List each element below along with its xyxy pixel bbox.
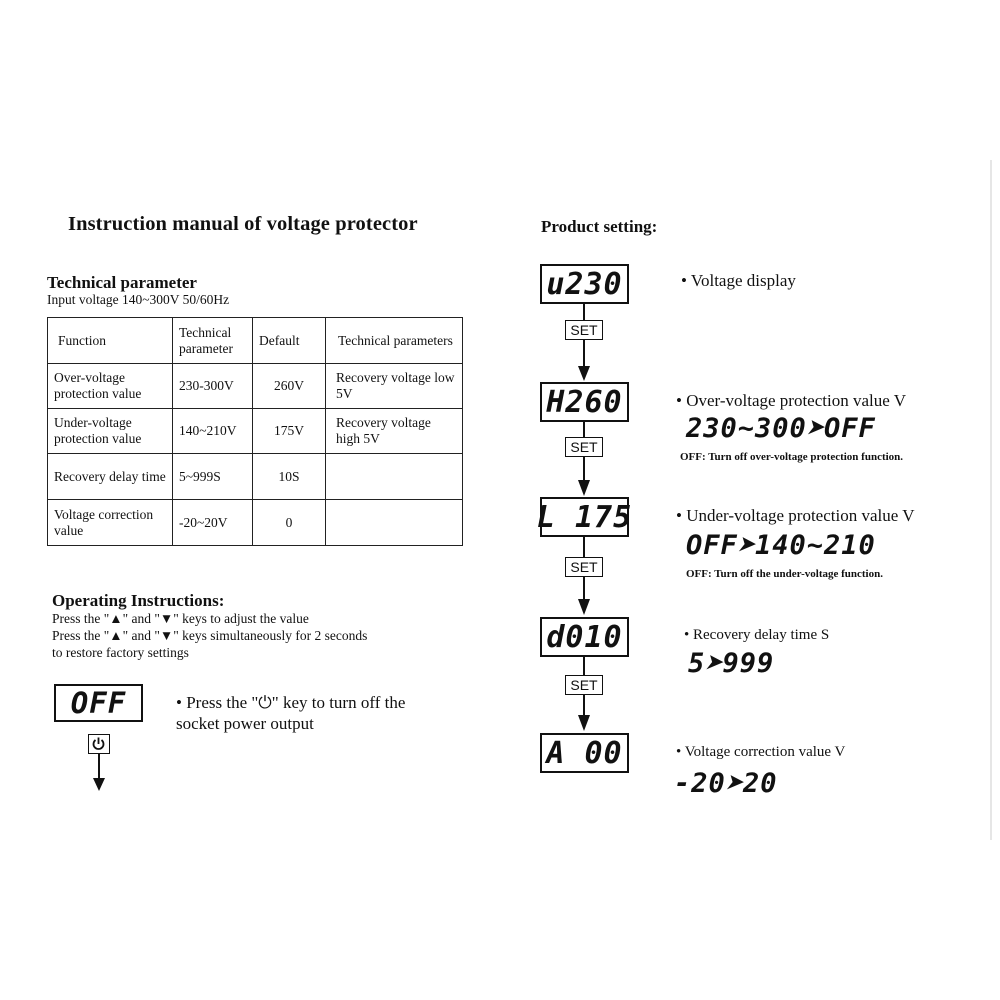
tech-heading: Technical parameter xyxy=(47,273,197,292)
table-header-row xyxy=(48,318,463,364)
page-edge xyxy=(990,160,992,840)
lcd-voltage-display: u230 xyxy=(540,264,629,304)
cell-default: 175V xyxy=(253,409,326,454)
lcd-voltage-correction: A 00 xyxy=(540,733,629,773)
cell-default: 260V xyxy=(253,364,326,409)
cell-function: Over-voltage protection value xyxy=(48,364,173,409)
parameter-table xyxy=(47,317,463,546)
table-row xyxy=(48,364,463,409)
cell-range: -20~20V xyxy=(173,500,253,546)
product-setting-heading: Product setting: xyxy=(541,217,658,236)
recovery-delay-range: 5➤999 xyxy=(688,648,775,679)
power-icon xyxy=(89,735,108,752)
over-voltage-label: • Over-voltage protection value V xyxy=(676,391,906,410)
set-button[interactable]: SET xyxy=(565,320,603,340)
table-row xyxy=(48,409,463,454)
flow-arrow-icon xyxy=(577,304,591,384)
set-button[interactable]: SET xyxy=(565,675,603,695)
voltage-correction-label: • Voltage correction value V xyxy=(676,744,846,760)
voltage-display-label: • Voltage display xyxy=(681,271,796,290)
power-button[interactable] xyxy=(88,734,110,754)
over-voltage-note: OFF: Turn off over-voltage protection function. xyxy=(680,451,904,463)
voltage-correction-range: -20➤20 xyxy=(674,768,778,799)
col-function: Function xyxy=(48,318,173,364)
table-row xyxy=(48,500,463,546)
cell-function: Recovery delay time xyxy=(48,454,173,500)
power-key-line-2: socket power output xyxy=(176,714,314,733)
lcd-recovery-delay: d010 xyxy=(540,617,629,657)
under-voltage-note: OFF: Turn off the under-voltage function. xyxy=(686,568,883,580)
cell-range: 140~210V xyxy=(173,409,253,454)
operating-heading: Operating Instructions: xyxy=(52,591,225,610)
off-display: OFF xyxy=(54,684,143,722)
col-technical: Technical parameter xyxy=(173,318,253,364)
cell-note xyxy=(326,454,463,500)
cell-function: Voltage correction value xyxy=(48,500,173,546)
under-voltage-label: • Under-voltage protection value V xyxy=(676,506,915,525)
recovery-delay-label: • Recovery delay time S xyxy=(684,627,830,643)
cell-note: Recovery voltage high 5V xyxy=(326,409,463,454)
flow-arrow-icon xyxy=(577,537,591,617)
operating-line-3: to restore factory settings xyxy=(52,645,189,660)
table-row xyxy=(48,454,463,500)
cell-default: 10S xyxy=(253,454,326,500)
lcd-under-voltage: L 175 xyxy=(540,497,629,537)
cell-default: 0 xyxy=(253,500,326,546)
cell-range: 230-300V xyxy=(173,364,253,409)
cell-range: 5~999S xyxy=(173,454,253,500)
set-button[interactable]: SET xyxy=(565,557,603,577)
col-technical-parameters: Technical parameters xyxy=(326,318,463,364)
down-arrow-icon xyxy=(92,754,106,792)
cell-note xyxy=(326,500,463,546)
flow-arrow-icon xyxy=(577,657,591,733)
under-voltage-range: OFF➤140~210 xyxy=(686,530,876,561)
input-voltage: Input voltage 140~300V 50/60Hz xyxy=(47,292,230,307)
col-default: Default xyxy=(253,318,326,364)
lcd-over-voltage: H260 xyxy=(540,382,629,422)
set-button[interactable]: SET xyxy=(565,437,603,457)
flow-arrow-icon xyxy=(577,422,591,498)
cell-note: Recovery voltage low 5V xyxy=(326,364,463,409)
over-voltage-range: 230~300➤OFF xyxy=(686,413,876,444)
cell-function: Under-voltage protection value xyxy=(48,409,173,454)
operating-line-2: Press the "▲" and "▼" keys simultaneously for 2 seconds xyxy=(52,628,368,643)
operating-line-1: Press the "▲" and "▼" keys to adjust the value xyxy=(52,611,309,626)
manual-title: Instruction manual of voltage protector xyxy=(68,213,418,235)
power-key-line-1: • Press the "⏻" key to turn off the xyxy=(176,693,406,712)
